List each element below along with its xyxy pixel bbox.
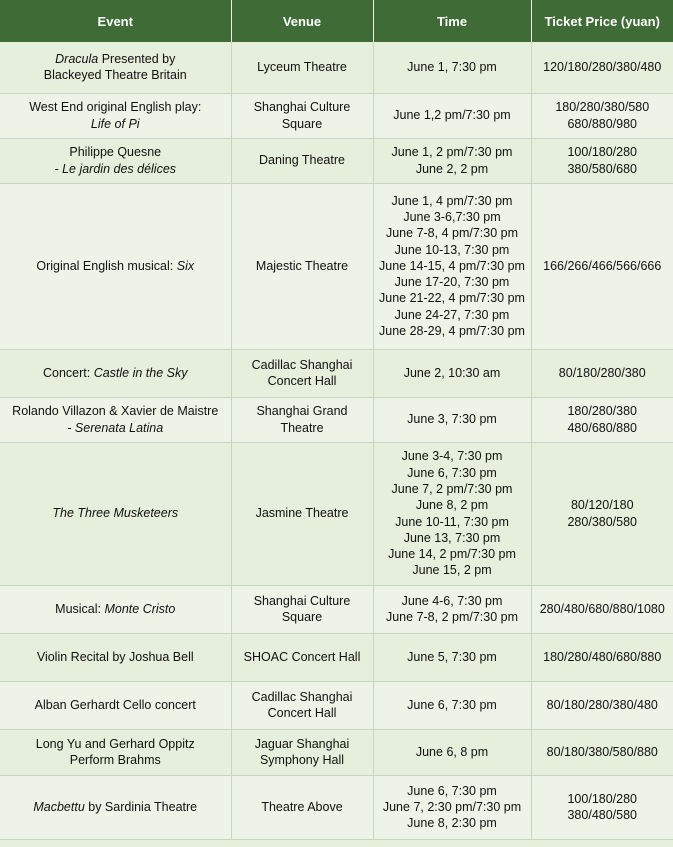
time-line: June 1,2 pm/7:30 pm <box>393 108 511 123</box>
event-text: Musical: <box>55 601 105 616</box>
venue-line: Theatre Above <box>261 799 343 814</box>
venue-line: Symphony Hall <box>259 753 345 767</box>
venue-cell <box>231 93 373 138</box>
table-row <box>0 585 673 633</box>
venue-cell <box>231 633 373 681</box>
table-row <box>0 442 673 585</box>
event-cell <box>0 138 231 183</box>
table-row <box>0 349 673 397</box>
table-row <box>0 42 673 93</box>
price-line: 180/280/480/680/880 <box>543 649 662 664</box>
time-line: June 7, 2 pm/7:30 pm <box>391 481 513 496</box>
price-cell <box>531 585 673 633</box>
price-line: 120/180/280/380/480 <box>543 60 662 75</box>
price-line: 80/180/280/380/480 <box>546 697 658 712</box>
time-cell <box>373 585 531 633</box>
venue-line: Shanghai Grand <box>256 404 348 419</box>
event-line <box>2 403 229 419</box>
price-cell <box>531 442 673 585</box>
time-line: June 6, 7:30 pm <box>407 465 497 480</box>
time-line: June 2, 10:30 am <box>403 365 501 380</box>
time-line: June 4-6, 7:30 pm <box>401 593 503 608</box>
time-line: June 6, 7:30 pm <box>407 783 497 798</box>
event-text: Original English musical: <box>36 258 177 273</box>
price-cell <box>531 681 673 729</box>
time-line: June 7-8, 4 pm/7:30 pm <box>385 226 519 241</box>
time-cell <box>373 442 531 585</box>
price-line: 100/180/280 <box>567 145 637 160</box>
event-title-italic: Six <box>176 258 195 273</box>
event-cell <box>0 442 231 585</box>
event-title-italic: Monte Cristo <box>104 601 176 616</box>
event-cell <box>0 397 231 442</box>
time-line: June 6, 7:30 pm <box>407 697 497 712</box>
table-row <box>0 138 673 183</box>
venue-line: Jasmine Theatre <box>255 506 349 521</box>
time-line: June 1, 4 pm/7:30 pm <box>391 193 513 208</box>
event-line <box>2 649 229 665</box>
price-line: 480/680/880 <box>567 420 637 435</box>
price-cell <box>531 138 673 183</box>
venue-line: Square <box>281 116 323 131</box>
venue-line: Jaguar Shanghai <box>254 736 350 751</box>
time-line: June 21-22, 4 pm/7:30 pm <box>379 291 525 306</box>
price-cell <box>531 183 673 349</box>
table-row <box>0 681 673 729</box>
venue-line: Concert Hall <box>267 706 337 720</box>
venue-line: Theatre <box>280 420 324 435</box>
table-row <box>0 729 673 775</box>
time-line: June 7-8, 2 pm/7:30 pm <box>385 610 519 624</box>
venue-line: Majestic Theatre <box>255 258 349 273</box>
venue-cell <box>231 442 373 585</box>
event-line <box>2 99 229 115</box>
event-title-italic: Life of Pi <box>90 116 140 131</box>
time-cell <box>373 681 531 729</box>
event-text: Philippe Quesne <box>69 145 162 160</box>
time-line: June 3-4, 7:30 pm <box>401 449 503 464</box>
header-event: Event <box>0 0 231 42</box>
event-text: Blackeyed Theatre Britain <box>43 68 187 83</box>
time-line: June 24-27, 7:30 pm <box>394 307 510 322</box>
event-cell <box>0 349 231 397</box>
venue-cell <box>231 138 373 183</box>
event-cell <box>0 42 231 93</box>
time-cell <box>373 633 531 681</box>
time-line: June 7, 2:30 pm/7:30 pm <box>382 799 522 814</box>
price-line: 280/380/580 <box>567 514 637 529</box>
price-cell <box>531 42 673 93</box>
event-cell <box>0 585 231 633</box>
event-line <box>2 51 229 67</box>
header-row <box>0 0 673 42</box>
price-line: 180/280/380 <box>567 404 637 419</box>
event-cell <box>0 729 231 775</box>
time-line: June 6, 8 pm <box>415 744 489 759</box>
time-cell <box>373 183 531 349</box>
time-line: June 2, 2 pm <box>415 161 489 176</box>
price-line: 680/880/980 <box>567 116 637 131</box>
price-line: 80/120/180 <box>570 498 634 513</box>
venue-line: Cadillac Shanghai <box>251 357 353 372</box>
event-title-italic: Macbettu <box>33 799 85 814</box>
event-line <box>2 697 229 713</box>
time-line: June 10-13, 7:30 pm <box>394 242 510 257</box>
time-line: June 8, 2:30 pm <box>407 816 497 831</box>
event-line <box>2 116 229 132</box>
time-line: June 13, 7:30 pm <box>403 530 501 545</box>
event-line <box>2 420 229 436</box>
event-line <box>2 601 229 617</box>
event-text: Long Yu and Gerhard Oppitz <box>35 736 195 751</box>
table-row <box>0 775 673 839</box>
price-line: 380/480/580 <box>567 808 637 822</box>
price-cell <box>531 775 673 839</box>
event-cell <box>0 633 231 681</box>
event-cell <box>0 775 231 839</box>
event-title-italic: - Le jardin des délices <box>54 161 177 176</box>
table-row <box>0 397 673 442</box>
time-cell <box>373 349 531 397</box>
header-time: Time <box>373 0 531 42</box>
event-text: West End original English play: <box>29 100 202 115</box>
event-line <box>2 144 229 160</box>
event-line <box>2 736 229 752</box>
venue-line: Daning Theatre <box>259 153 345 168</box>
price-cell <box>531 397 673 442</box>
time-line: June 3-6,7:30 pm <box>403 209 501 224</box>
event-text: by Sardinia Theatre <box>84 799 198 814</box>
table-row <box>0 633 673 681</box>
header-venue: Venue <box>231 0 373 42</box>
event-line <box>2 258 229 274</box>
venue-cell <box>231 397 373 442</box>
price-cell <box>531 93 673 138</box>
price-line: 280/480/680/880/1080 <box>539 601 665 616</box>
time-line: June 3, 7:30 pm <box>407 412 497 427</box>
event-text: Violin Recital by Joshua Bell <box>36 649 194 664</box>
venue-line: Shanghai Culture <box>253 593 351 608</box>
event-text: Rolando Villazon & Xavier de Maistre <box>12 404 219 419</box>
venue-cell <box>231 183 373 349</box>
table-row <box>0 183 673 349</box>
venue-line: Cadillac Shanghai <box>251 689 353 704</box>
venue-line: Shanghai Culture <box>253 100 351 115</box>
time-line: June 8, 2 pm <box>415 498 489 513</box>
time-cell <box>373 397 531 442</box>
venue-line: SHOAC Concert Hall <box>243 649 361 664</box>
time-cell <box>373 775 531 839</box>
time-cell <box>373 93 531 138</box>
event-text: Presented by <box>98 51 176 66</box>
price-cell <box>531 729 673 775</box>
price-line: 180/280/380/580 <box>555 100 650 115</box>
event-cell <box>0 93 231 138</box>
table-row <box>0 93 673 138</box>
time-line: June 28-29, 4 pm/7:30 pm <box>379 324 525 339</box>
time-cell <box>373 42 531 93</box>
price-cell <box>531 633 673 681</box>
time-cell <box>373 729 531 775</box>
price-line: 380/580/680 <box>567 161 637 176</box>
event-text: Perform Brahms <box>69 753 161 767</box>
event-line <box>2 505 229 521</box>
event-title-italic: Castle in the Sky <box>93 365 188 380</box>
time-line: June 5, 7:30 pm <box>407 649 497 664</box>
event-title-italic: The Three Musketeers <box>52 506 179 521</box>
time-line: June 1, 2 pm/7:30 pm <box>391 145 513 160</box>
event-line <box>2 365 229 381</box>
time-line: June 1, 7:30 pm <box>407 60 497 75</box>
event-line <box>2 752 229 768</box>
event-title-italic: - Serenata Latina <box>67 420 164 435</box>
event-cell <box>0 681 231 729</box>
venue-line: Lyceum Theatre <box>257 60 347 75</box>
event-text: Alban Gerhardt Cello concert <box>34 697 196 712</box>
price-line: 100/180/280 <box>567 791 637 806</box>
events-table-body <box>0 42 673 839</box>
event-line <box>2 161 229 177</box>
event-line <box>2 799 229 815</box>
header-price: Ticket Price (yuan) <box>531 0 673 42</box>
event-title-italic: Dracula <box>55 51 99 66</box>
time-line: June 14, 2 pm/7:30 pm <box>388 547 516 562</box>
venue-cell <box>231 775 373 839</box>
venue-cell <box>231 729 373 775</box>
venue-cell <box>231 42 373 93</box>
time-line: June 17-20, 7:30 pm <box>394 275 510 290</box>
time-cell <box>373 138 531 183</box>
price-cell <box>531 349 673 397</box>
venue-line: Square <box>281 610 323 624</box>
event-cell <box>0 183 231 349</box>
event-text: Concert: <box>42 365 94 380</box>
venue-cell <box>231 349 373 397</box>
price-line: 166/266/466/566/666 <box>543 258 662 273</box>
price-line: 80/180/280/380 <box>558 365 646 380</box>
price-line: 80/180/380/580/880 <box>546 744 658 759</box>
venue-line: Concert Hall <box>267 374 337 388</box>
time-line: June 10-11, 7:30 pm <box>395 514 509 529</box>
time-line: June 14-15, 4 pm/7:30 pm <box>379 258 525 273</box>
venue-cell <box>231 681 373 729</box>
time-line: June 15, 2 pm <box>412 563 492 578</box>
venue-cell <box>231 585 373 633</box>
event-line <box>2 67 229 83</box>
